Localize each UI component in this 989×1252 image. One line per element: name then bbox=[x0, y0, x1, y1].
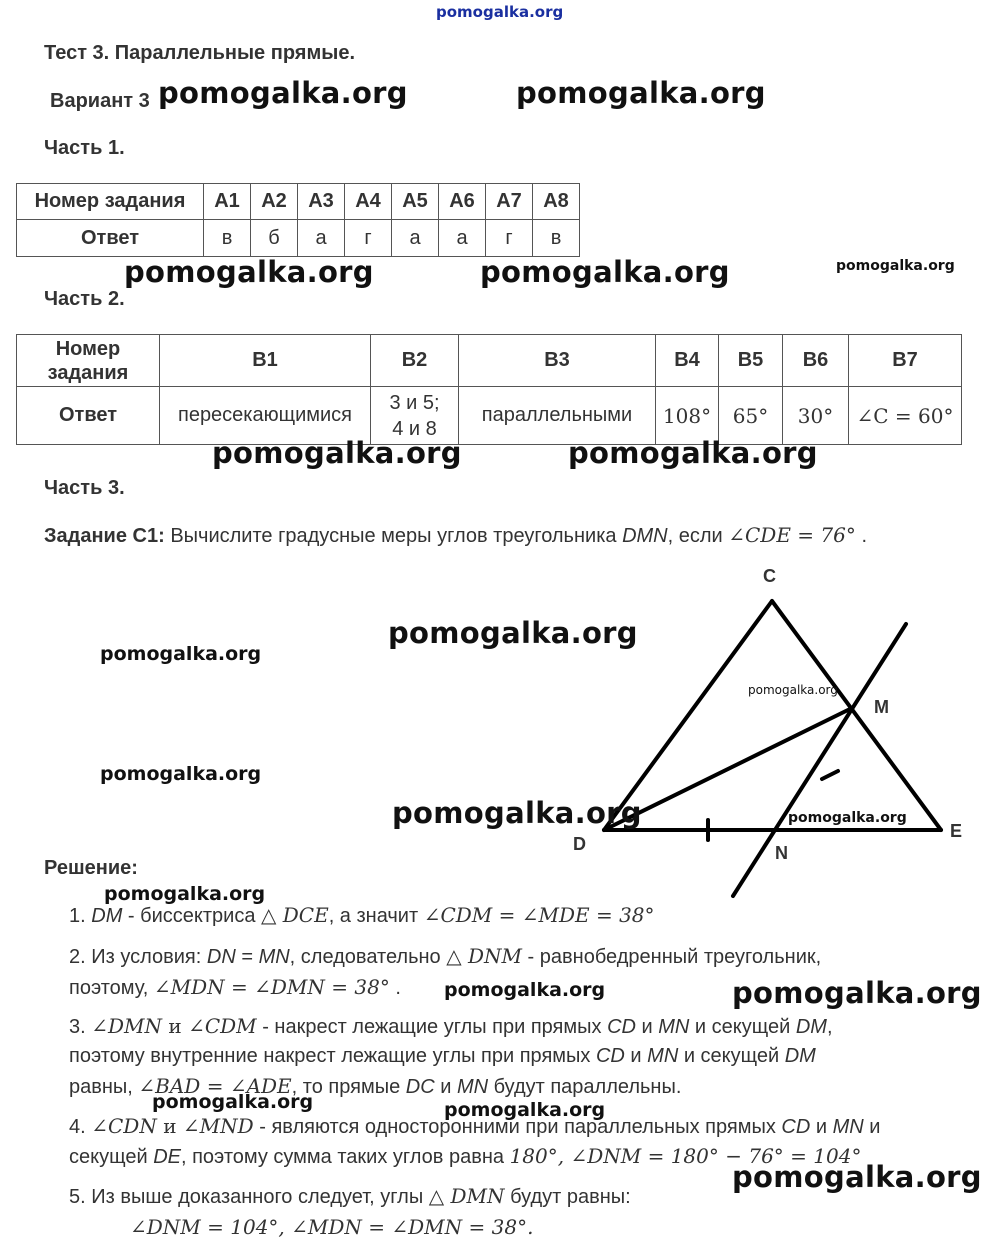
part2-col: B2 bbox=[371, 335, 459, 387]
part2-col: B3 bbox=[459, 335, 656, 387]
watermark: pomogalka.org bbox=[100, 763, 262, 785]
part2-answer: ∠C = 60° bbox=[849, 387, 962, 445]
part2-col: B5 bbox=[719, 335, 783, 387]
part1-answer: а bbox=[439, 220, 486, 257]
watermark: pomogalka.org bbox=[392, 796, 642, 830]
watermark: pomogalka.org bbox=[124, 255, 374, 289]
solution-step-4-line1: 4. ∠CDN и ∠MND - являются односторонними при параллельных прямых CD и MN и bbox=[69, 1114, 881, 1138]
page-title: Тест 3. Параллельные прямые. bbox=[44, 42, 355, 64]
solution-step-1: 1. DM - биссектриса △ DCE, а значит ∠CDM = ∠MDE = 38° bbox=[69, 903, 655, 927]
part1-col: A2 bbox=[251, 184, 298, 220]
solution-step-5-line2: ∠DNM = 104°, ∠MDN = ∠DMN = 38°. bbox=[130, 1215, 534, 1239]
part2-header-line2: задания bbox=[47, 361, 129, 384]
part2-label: Часть 2. bbox=[44, 288, 125, 310]
watermark: pomogalka.org bbox=[444, 979, 606, 1001]
part1-label: Часть 1. bbox=[44, 137, 125, 159]
part1-col: A1 bbox=[204, 184, 251, 220]
part1-col: A5 bbox=[392, 184, 439, 220]
watermark: pomogalka.org bbox=[732, 1160, 982, 1194]
solution-step-3-line1: 3. ∠DMN и ∠CDM - накрест лежащие углы при прямых CD и MN и секущей DM, bbox=[69, 1014, 833, 1038]
part1-col: A6 bbox=[439, 184, 486, 220]
watermark-top[interactable]: pomogalka.org bbox=[436, 3, 564, 21]
solution-step-4-line2: секущей DE, поэтому сумма таких углов равна 180°, ∠DNM = 180° − 76° = 104° bbox=[69, 1144, 862, 1168]
variant-label: Вариант 3 bbox=[50, 90, 150, 112]
solution-step-3-line3: равны, ∠BAD = ∠ADE, то прямые DC и MN будут параллельны. bbox=[69, 1074, 682, 1098]
solution-step-3-line2: поэтому внутренние накрест лежащие углы при прямых CD и MN и секущей DM bbox=[69, 1045, 816, 1067]
part2-answer-line1: 3 и 5; bbox=[389, 391, 440, 414]
label-m: M bbox=[874, 697, 889, 717]
watermark: pomogalka.org bbox=[212, 436, 462, 470]
watermark: pomogalka.org bbox=[158, 76, 408, 110]
task-triangle: DMN bbox=[622, 525, 668, 547]
solution-step-5-line1: 5. Из выше доказанного следует, углы △ DMN будут равны: bbox=[69, 1184, 631, 1208]
watermark: pomogalka.org bbox=[100, 643, 262, 665]
part2-header-line1: Номер bbox=[55, 337, 121, 360]
watermark: pomogalka.org bbox=[480, 255, 730, 289]
solution-heading: Решение: bbox=[44, 857, 138, 879]
watermark: pomogalka.org bbox=[152, 1091, 314, 1113]
watermark: pomogalka.org bbox=[732, 976, 982, 1010]
watermark: pomogalka.org bbox=[748, 683, 838, 697]
part2-answer-label: Ответ bbox=[17, 387, 160, 445]
part1-answer: а bbox=[298, 220, 345, 257]
part2-answer: параллельными bbox=[459, 387, 656, 445]
part1-answer: а bbox=[392, 220, 439, 257]
watermark: pomogalka.org bbox=[516, 76, 766, 110]
part2-col: B1 bbox=[160, 335, 371, 387]
watermark: pomogalka.org bbox=[788, 810, 907, 826]
label-d: D bbox=[573, 834, 586, 854]
task-text: Вычислите градусные меры углов треугольника bbox=[170, 525, 617, 547]
part1-answer-label: Ответ bbox=[17, 220, 204, 257]
label-n: N bbox=[775, 843, 788, 863]
part3-label: Часть 3. bbox=[44, 477, 125, 499]
part1-col: A3 bbox=[298, 184, 345, 220]
label-c: C bbox=[763, 566, 776, 586]
part2-col: B4 bbox=[656, 335, 719, 387]
solution-step-2-line1: 2. Из условия: DN = MN, следовательно △ DNM - равнобедренный треугольник, bbox=[69, 944, 822, 968]
label-e: E bbox=[950, 821, 963, 841]
part2-col: B7 bbox=[849, 335, 962, 387]
part2-col: B6 bbox=[783, 335, 849, 387]
part1-col: A7 bbox=[486, 184, 533, 220]
part2-answer: 65° bbox=[719, 387, 783, 445]
task-end: . bbox=[861, 525, 867, 547]
part1-col: A8 bbox=[533, 184, 580, 220]
part1-answer: б bbox=[251, 220, 298, 257]
part2-answer: 108° bbox=[656, 387, 719, 445]
watermark: pomogalka.org bbox=[836, 258, 955, 274]
part1-answer: в bbox=[204, 220, 251, 257]
task-cond: , если bbox=[667, 525, 723, 547]
watermark: pomogalka.org bbox=[104, 883, 266, 905]
solution-step-2-line2: поэтому, ∠MDN = ∠DMN = 38° . bbox=[69, 975, 401, 999]
part1-header-label: Номер задания bbox=[17, 184, 204, 220]
watermark: pomogalka.org bbox=[568, 436, 818, 470]
part2-answer-line2: 4 и 8 bbox=[392, 417, 437, 440]
part2-answer: 30° bbox=[783, 387, 849, 445]
part1-col: A4 bbox=[345, 184, 392, 220]
watermark: pomogalka.org bbox=[388, 616, 638, 650]
watermark: pomogalka.org bbox=[444, 1099, 606, 1121]
part2-answer: пересекающимися bbox=[160, 387, 371, 445]
part1-answer: г bbox=[486, 220, 533, 257]
task-label: Задание С1: bbox=[44, 525, 165, 547]
tick-mn bbox=[822, 771, 838, 779]
part1-answer: г bbox=[345, 220, 392, 257]
part1-answer: в bbox=[533, 220, 580, 257]
task-angle: ∠CDE = 76° bbox=[728, 523, 856, 547]
